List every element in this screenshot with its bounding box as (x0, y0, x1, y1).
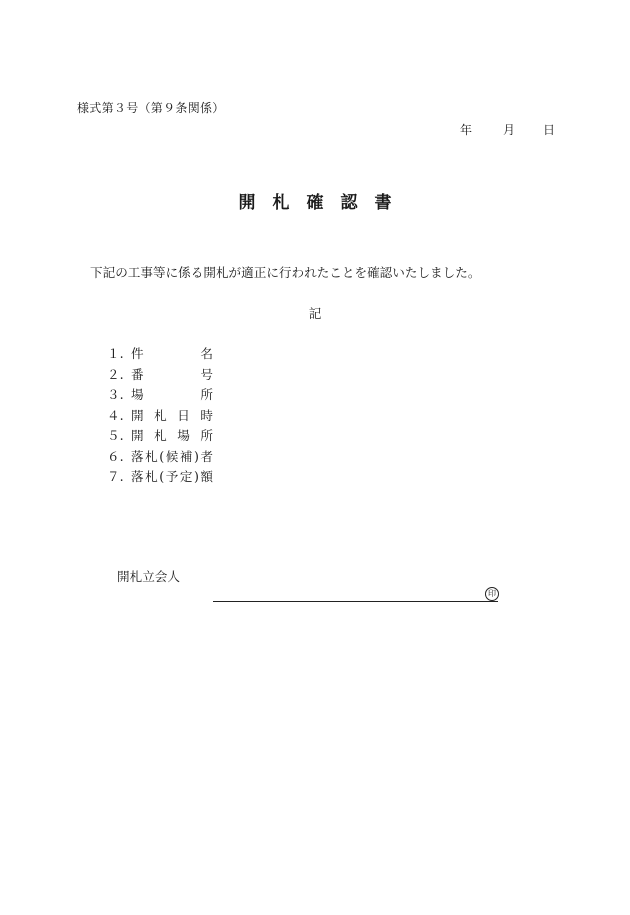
item-number: １. (107, 346, 124, 361)
item-label: 落札(候補)者 (131, 448, 213, 464)
document-title: 開札確認書 (238, 193, 409, 213)
item-label: 開札日時 (131, 407, 213, 423)
date-month-label: 月 (503, 123, 516, 137)
item-number: ３. (107, 387, 124, 402)
item-number: ２. (107, 366, 124, 382)
seal-mark-icon: 印 (485, 587, 499, 601)
list-item (107, 343, 213, 364)
list-item (107, 405, 213, 426)
item-number: ４. (107, 407, 124, 423)
item-number: ６. (107, 448, 124, 464)
list-item (107, 466, 213, 487)
list-item (107, 425, 213, 446)
date-year-label: 年 (460, 123, 473, 137)
list-item (107, 364, 213, 385)
ki-label: 記 (308, 306, 322, 321)
item-label: 場所 (131, 387, 213, 402)
item-label: 番号 (131, 366, 213, 382)
witness-label: 開札立会人 (117, 569, 180, 584)
item-label: 件名 (131, 346, 213, 361)
confirmation-statement: 下記の工事等に係る開札が適正に行われたことを確認いたしました。 (90, 265, 481, 280)
date-line (460, 121, 555, 138)
item-label: 開札場所 (131, 428, 213, 443)
signature-line (213, 601, 498, 602)
item-number: ７. (107, 469, 124, 484)
item-list (107, 343, 213, 487)
item-label: 落札(予定)額 (131, 469, 213, 484)
form-number: 様式第３号（第９条関係） (77, 101, 225, 115)
date-day-label: 日 (543, 123, 556, 137)
item-number: ５. (107, 428, 124, 443)
list-item (107, 384, 213, 405)
list-item (107, 446, 213, 467)
